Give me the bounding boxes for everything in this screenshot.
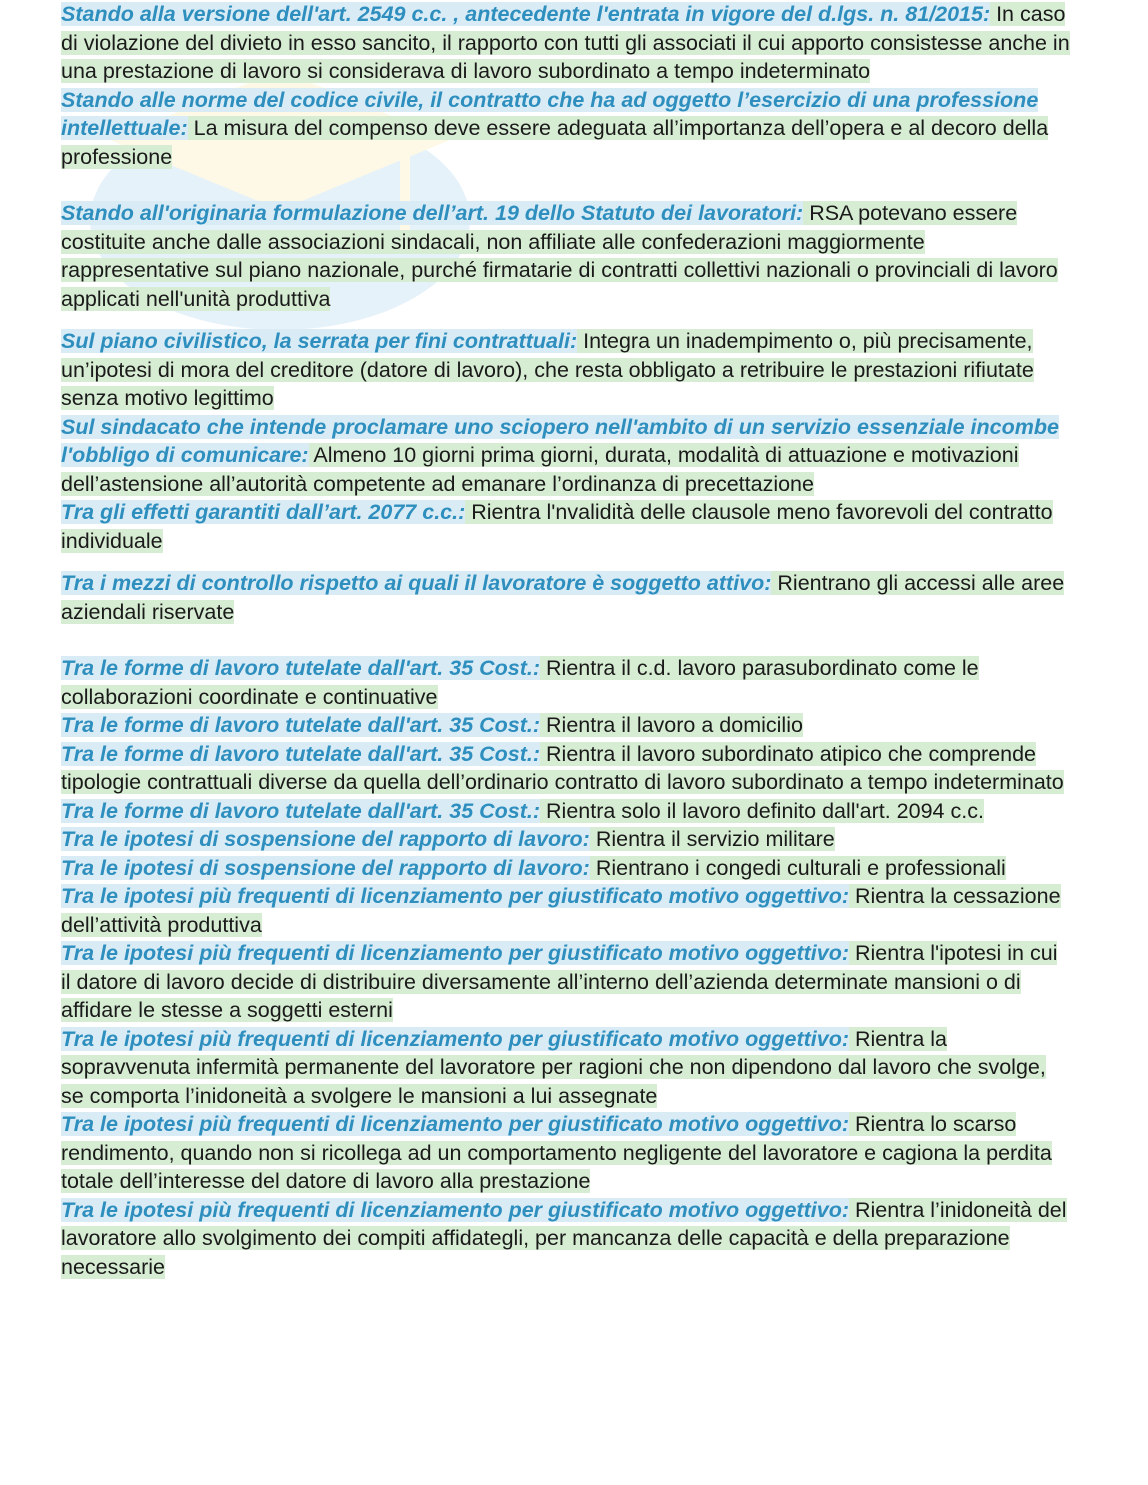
qa-entry [61, 1025, 1071, 1111]
qa-entry [61, 882, 1071, 939]
answer-text: Rientrano i congedi culturali e professionali [589, 855, 1006, 880]
question-text: Tra le ipotesi di sospensione del rapporto di lavoro: [61, 855, 590, 880]
answer-text: In caso di violazione del divieto in esso sancito, il rapporto con tutti gli associati il cui apporto consistesse anche in una prestazione di lavoro si considerava di lavoro subordinato a tempo indeterminato [61, 2, 1070, 83]
answer-text: Rientra solo il lavoro definito dall'art. 2094 c.c. [540, 798, 984, 823]
answer-text: Rientra il c.d. lavoro parasubordinato come le collaborazioni coordinate e continuative [61, 656, 979, 709]
question-text: Sul sindacato che intende proclamare uno sciopero nell'ambito di un servizio essenziale incombe l'obbligo di comunicare: [61, 414, 1059, 467]
qa-list [61, 0, 1071, 1281]
question-text: Tra le forme di lavoro tutelate dall'art. 35 Cost.: [61, 656, 541, 680]
qa-entry [61, 569, 1071, 626]
qa-entry [61, 327, 1071, 413]
question-text: Tra le ipotesi più frequenti di licenziamento per giustificato motivo oggettivo: [61, 1112, 850, 1136]
question-text: Tra le forme di lavoro tutelate dall'art. 35 Cost.: [61, 741, 541, 766]
answer-text: Rientra il lavoro a domicilio [540, 713, 803, 737]
answer-text: Integra un inadempimento o, più precisamente, un’ipotesi di mora del creditore (datore di lavoro), che resta obbligato a retribuire le prestazioni rifiutate senza motivo legittimo [61, 329, 1034, 410]
question-text: Stando alle norme del codice civile, il contratto che ha ad oggetto l’esercizio di una professione intellettuale: [61, 87, 1039, 140]
qa-entry [61, 199, 1071, 313]
question-text: Tra le ipotesi di sospensione del rapporto di lavoro: [61, 827, 590, 851]
answer-text: Almeno 10 giorni prima giorni, durata, modalità di attuazione e motivazioni dell’astensione all’autorità competente ad emanare l’ordinanza di precettazione [61, 443, 1019, 496]
qa-entry [61, 825, 1071, 854]
answer-text: Rientra l'ipotesi in cui il datore di lavoro decide di distribuire diversamente all’interno dell’azienda determinate mansioni o di affidare le stesse a soggetti esterni [61, 941, 1058, 1022]
qa-entry [61, 86, 1071, 172]
qa-entry [61, 413, 1071, 499]
qa-entry [61, 939, 1071, 1025]
qa-entry [61, 797, 1071, 826]
answer-text: Rientra l’inidoneità del lavoratore allo svolgimento dei compiti affidategli, per mancanza delle capacità e della preparazione necessarie [61, 1197, 1067, 1279]
qa-entry [61, 1196, 1071, 1282]
question-text: Tra i mezzi di controllo rispetto ai quali il lavoratore è soggetto attivo: [61, 571, 772, 595]
question-text: Tra le forme di lavoro tutelate dall'art. 35 Cost.: [61, 798, 541, 823]
answer-text: Rientra il lavoro subordinato atipico che comprende tipologie contrattuali diverse da quella dell’ordinario contratto di lavoro subordinato a tempo indeterminato [61, 741, 1064, 794]
answer-text: Rientrano gli accessi alle aree aziendali riservate [61, 571, 1065, 624]
answer-text: RSA potevano essere costituite anche dalle associazioni sindacali, non affiliate alle confederazioni maggiormente rappresentative sul piano nazionale, purché firmatarie di contratti collettivi nazionali o provinciali di lavoro applicati nell'unità produttiva [61, 201, 1058, 311]
qa-entry [61, 711, 1071, 740]
question-text: Tra le ipotesi più frequenti di licenziamento per giustificato motivo oggettivo: [61, 1197, 850, 1222]
answer-text: Rientra l'nvalidità delle clausole meno favorevoli del contratto individuale [61, 500, 1053, 553]
qa-entry [61, 740, 1071, 797]
question-text: Tra gli effetti garantiti dall’art. 2077 c.c.: [61, 500, 466, 524]
question-text: Tra le ipotesi più frequenti di licenziamento per giustificato motivo oggettivo: [61, 1026, 850, 1051]
question-text: Stando all'originaria formulazione dell’art. 19 dello Statuto dei lavoratori: [61, 201, 804, 225]
question-text: Stando alla versione dell'art. 2549 c.c. , antecedente l'entrata in vigore del d.lgs. n. 81/2015: [61, 2, 991, 26]
answer-text: Rientra il servizio militare [589, 827, 835, 851]
question-text: Sul piano civilistico, la serrata per fini contrattuali: [61, 329, 578, 353]
answer-text: Rientra la cessazione dell’attività produttiva [61, 884, 1061, 937]
answer-text: Rientra lo scarso rendimento, quando non si ricollega ad un comportamento negligente del lavoratore e cagiona la perdita totale dell’interesse del datore di lavoro alla prestazione [61, 1112, 1052, 1193]
question-text: Tra le ipotesi più frequenti di licenziamento per giustificato motivo oggettivo: [61, 884, 850, 908]
qa-entry [61, 498, 1071, 555]
qa-entry [61, 1110, 1071, 1196]
question-text: Tra le ipotesi più frequenti di licenziamento per giustificato motivo oggettivo: [61, 941, 850, 965]
qa-entry [61, 854, 1071, 883]
qa-entry [61, 0, 1071, 86]
answer-text: La misura del compenso deve essere adeguata all’importanza dell’opera e al decoro della professione [61, 116, 1049, 169]
qa-entry [61, 654, 1071, 711]
question-text: Tra le forme di lavoro tutelate dall'art. 35 Cost.: [61, 713, 541, 737]
answer-text: Rientra la sopravvenuta infermità permanente del lavoratore per ragioni che non dipendono dal lavoro che svolge, se comporta l’inidoneità a svolgere le mansioni a lui assegnate [61, 1026, 1046, 1108]
